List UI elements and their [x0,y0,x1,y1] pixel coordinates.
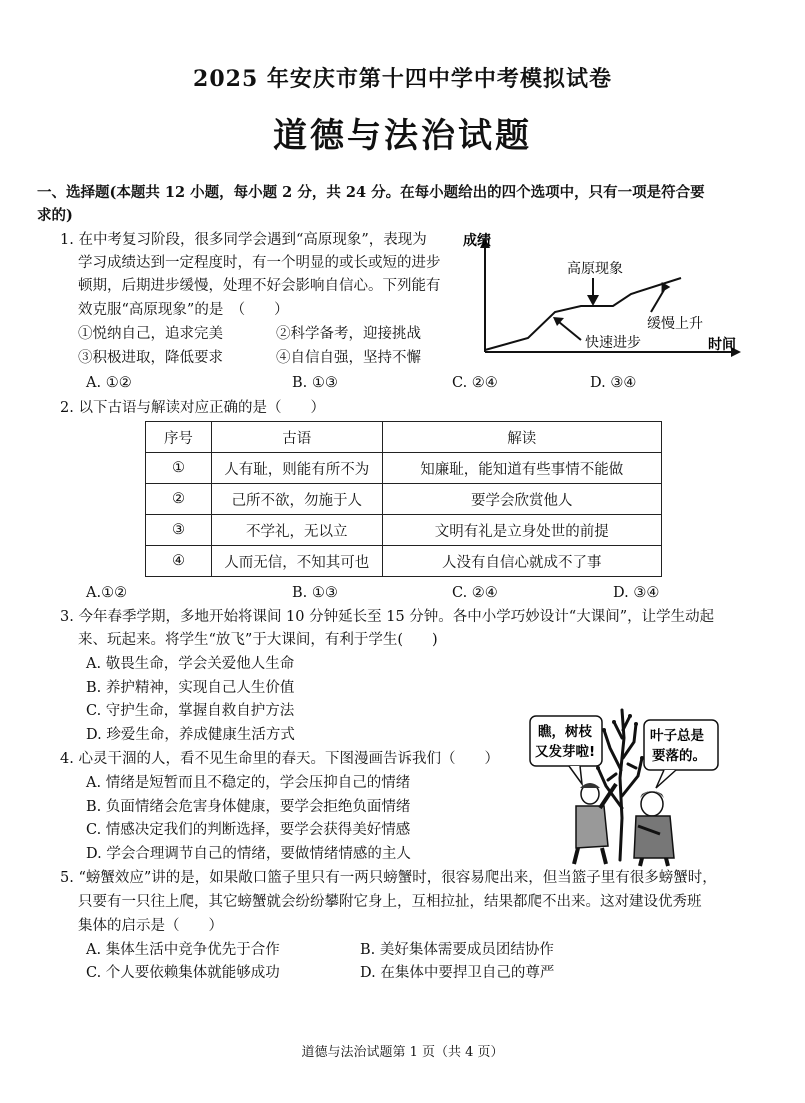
q5-line1: 5. “螃蟹效应”讲的是，如果敞口篮子里只有一两只螃蟹时，很容易爬出来，但当篮子里有很多螃蟹时， [60,870,717,886]
table-row [146,453,662,484]
section-heading-line1: 一、选择题(本题共 12 小题，每小题 2 分，共 24 分。在每小题给出的四个选项中，只有一项是符合要 [37,184,705,201]
q5-line2: 只要有一只往上爬，其它螃蟹就会纷纷攀附它身上，互相拉扯，结果都爬不出来。这对建设优秀班 [78,894,702,910]
q4-option-d: D. 学会合理调节自己的情绪，要做情绪情感的主人 [86,846,411,862]
table-cell: ④ [146,546,212,577]
table-row [146,484,662,515]
left-bubble-line2: 又发芽啦! [535,744,596,760]
q1-line1: 1. 在中考复习阶段，很多同学会遇到“高原现象”，表现为 [60,232,427,248]
q4-stem: 4. 心灵干涸的人，看不见生命里的春天。下图漫画告诉我们（ ） [60,751,499,767]
plateau-arrowhead [587,295,599,306]
table-cell: 己所不欲，勿施于人 [211,484,382,515]
table-cell: ③ [146,515,212,546]
q3-option-d: D. 珍爱生命，养成健康生活方式 [86,727,295,743]
table-cell: ② [146,484,212,515]
table-cell: 人而无信，不知其可也 [211,546,382,577]
right-bubble-line1: 叶子总是 [650,728,704,744]
score-curve [485,278,681,350]
leaves [596,714,644,770]
q2-stem: 2. 以下古语与解读对应正确的是（ ） [60,400,325,416]
q2-option-b: B. ①③ [292,585,338,601]
q5-option-a: A. 集体生活中竞争优先于合作 [86,942,280,958]
q5-option-d: D. 在集体中要捍卫自己的尊严 [360,965,555,981]
q3-option-c: C. 守护生命，掌握自救自护方法 [86,703,295,719]
section-heading-line2: 求的) [37,207,73,224]
q4-option-b: B. 负面情绪会危害身体健康，要学会拒绝负面情绪 [86,799,411,815]
q2-table [145,421,662,577]
table-cell: 不学礼，无以立 [211,515,382,546]
y-axis-label: 成绩 [463,233,491,249]
table-header-index: 序号 [146,422,212,453]
table-cell: ① [146,453,212,484]
table-cell: 知廉耻，能知道有些事情不能做 [382,453,661,484]
q2-option-c: C. ②④ [452,585,498,601]
q1-option-c: C. ②④ [452,375,498,391]
q1-statement-2: ②科学备考，迎接挑战 [276,326,421,342]
q2-option-a: A.①② [86,585,128,601]
left-speech-bubble [530,716,602,784]
q1-statement-1: ①悦纳自己，追求完美 [78,326,223,342]
q2-option-d: D. ③④ [613,585,660,601]
slow-rise-label: 缓慢上升 [647,316,703,332]
fast-progress-label: 快速进步 [585,335,641,351]
table-header-interpretation: 解读 [382,422,661,453]
slow-rise-pointer [651,290,664,312]
q3-option-b: B. 养护精神，实现自己人生价值 [86,680,295,696]
table-row [146,546,662,577]
q1-line3: 顿期，后期进步缓慢，处理不好会影响自信心。下列能有 [78,278,441,294]
plateau-chart [463,230,748,365]
x-axis-label: 时间 [708,337,736,353]
right-bubble-line2: 要落的。 [652,748,706,764]
table-cell: 文明有礼是立身处世的前提 [382,515,661,546]
q3-option-a: A. 敬畏生命，学会关爱他人生命 [86,656,295,672]
pessimistic-man [634,791,674,866]
table-cell: 人没有自信心就成不了事 [382,546,661,577]
q3-line2: 来、玩起来。将学生“放飞”于大课间，有利于学生( ) [78,632,438,648]
q1-line2: 学习成绩达到一定程度时，有一个明显的或长或短的进步 [78,255,441,271]
optimistic-man [574,783,616,864]
exam-title: 2025 年安庆市第十四中学中考模拟试卷 [193,66,612,92]
q1-option-a: A. ①② [86,375,132,391]
subject-title: 道德与法治试题 [273,116,532,156]
table-cell: 要学会欣赏他人 [382,484,661,515]
q1-option-b: B. ①③ [292,375,338,391]
right-speech-bubble [644,720,718,788]
left-bubble-line1: 瞧，树枝 [538,724,592,740]
q4-option-a: A. 情绪是短暂而且不稳定的，学会压抑自己的情绪 [86,775,411,791]
q5-option-c: C. 个人要依赖集体就能够成功 [86,965,280,981]
table-row [146,515,662,546]
page-footer: 道德与法治试题第 1 页（共 4 页） [301,1045,504,1060]
table-header-saying: 古语 [211,422,382,453]
q4-option-c: C. 情感决定我们的判断选择，要学会获得美好情感 [86,822,411,838]
fast-progress-pointer [559,322,581,340]
table-header-row [146,422,662,453]
q1-statement-4: ④自信自强，坚持不懈 [276,350,421,366]
q1-line4: 效克服“高原现象”的是 （ ） [78,302,289,318]
q5-option-b: B. 美好集体需要成员团结协作 [360,942,554,958]
q3-line1: 3. 今年春季学期，多地开始将课间 10 分钟延长至 15 分钟。各中小学巧妙设计“大课间”，让学生动起 [60,609,715,625]
plateau-label: 高原现象 [567,261,623,277]
q1-statement-3: ③积极进取，降低要求 [78,350,223,366]
table-cell: 人有耻，则能有所不为 [211,453,382,484]
q5-line3: 集体的启示是（ ） [78,918,223,934]
q1-option-d: D. ③④ [590,375,637,391]
tree-cartoon [524,708,754,868]
